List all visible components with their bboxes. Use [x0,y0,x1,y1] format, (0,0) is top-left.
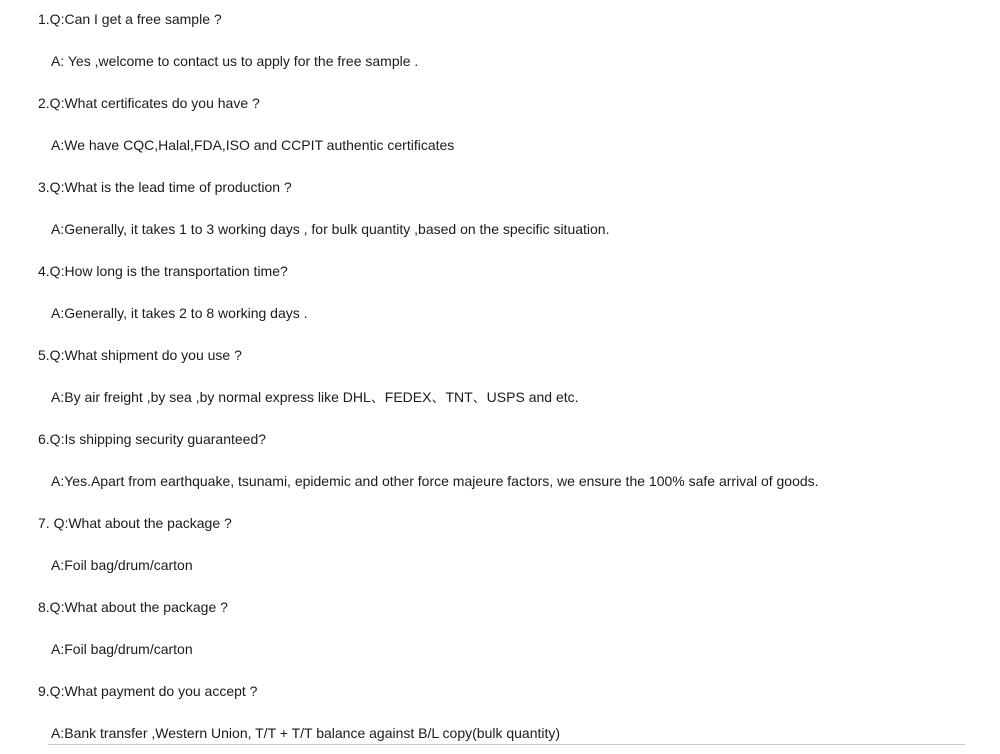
faq-answer-7: A:Foil bag/drum/carton [51,557,193,573]
faq-question-8: 8.Q:What about the package ? [38,599,228,615]
faq-question-6: 6.Q:Is shipping security guaranteed? [38,431,267,447]
faq-answer-4: A:Generally, it takes 2 to 8 working days . [51,305,308,321]
faq-answer-9: A:Bank transfer ,Western Union, T/T + T/T balance against B/L copy(bulk quantity) [51,725,561,741]
faq-question-1: 1.Q:Can I get a free sample ? [38,11,222,27]
bottom-cutoff-line [48,744,965,745]
faq-question-2: 2.Q:What certificates do you have ? [38,95,260,111]
faq-question-5: 5.Q:What shipment do you use ? [38,347,242,363]
faq-answer-5: A:By air freight ,by sea ,by normal express like DHL、FEDEX、TNT、USPS and etc. [51,389,579,405]
faq-answer-3: A:Generally, it takes 1 to 3 working days , for bulk quantity ,based on the specific situation. [51,221,610,237]
faq-question-4: 4.Q:How long is the transportation time? [38,263,288,279]
faq-question-3: 3.Q:What is the lead time of production ? [38,179,292,195]
faq-answer-6: A:Yes.Apart from earthquake, tsunami, epidemic and other force majeure factors, we ensure the 100% safe arrival of goods. [51,473,819,489]
faq-answer-2: A:We have CQC,Halal,FDA,ISO and CCPIT authentic certificates [51,137,455,153]
faq-question-9: 9.Q:What payment do you accept ? [38,683,258,699]
faq-answer-1: A: Yes ,welcome to contact us to apply for the free sample . [51,53,419,69]
faq-question-7: 7. Q:What about the package ? [38,515,232,531]
faq-answer-8: A:Foil bag/drum/carton [51,641,193,657]
